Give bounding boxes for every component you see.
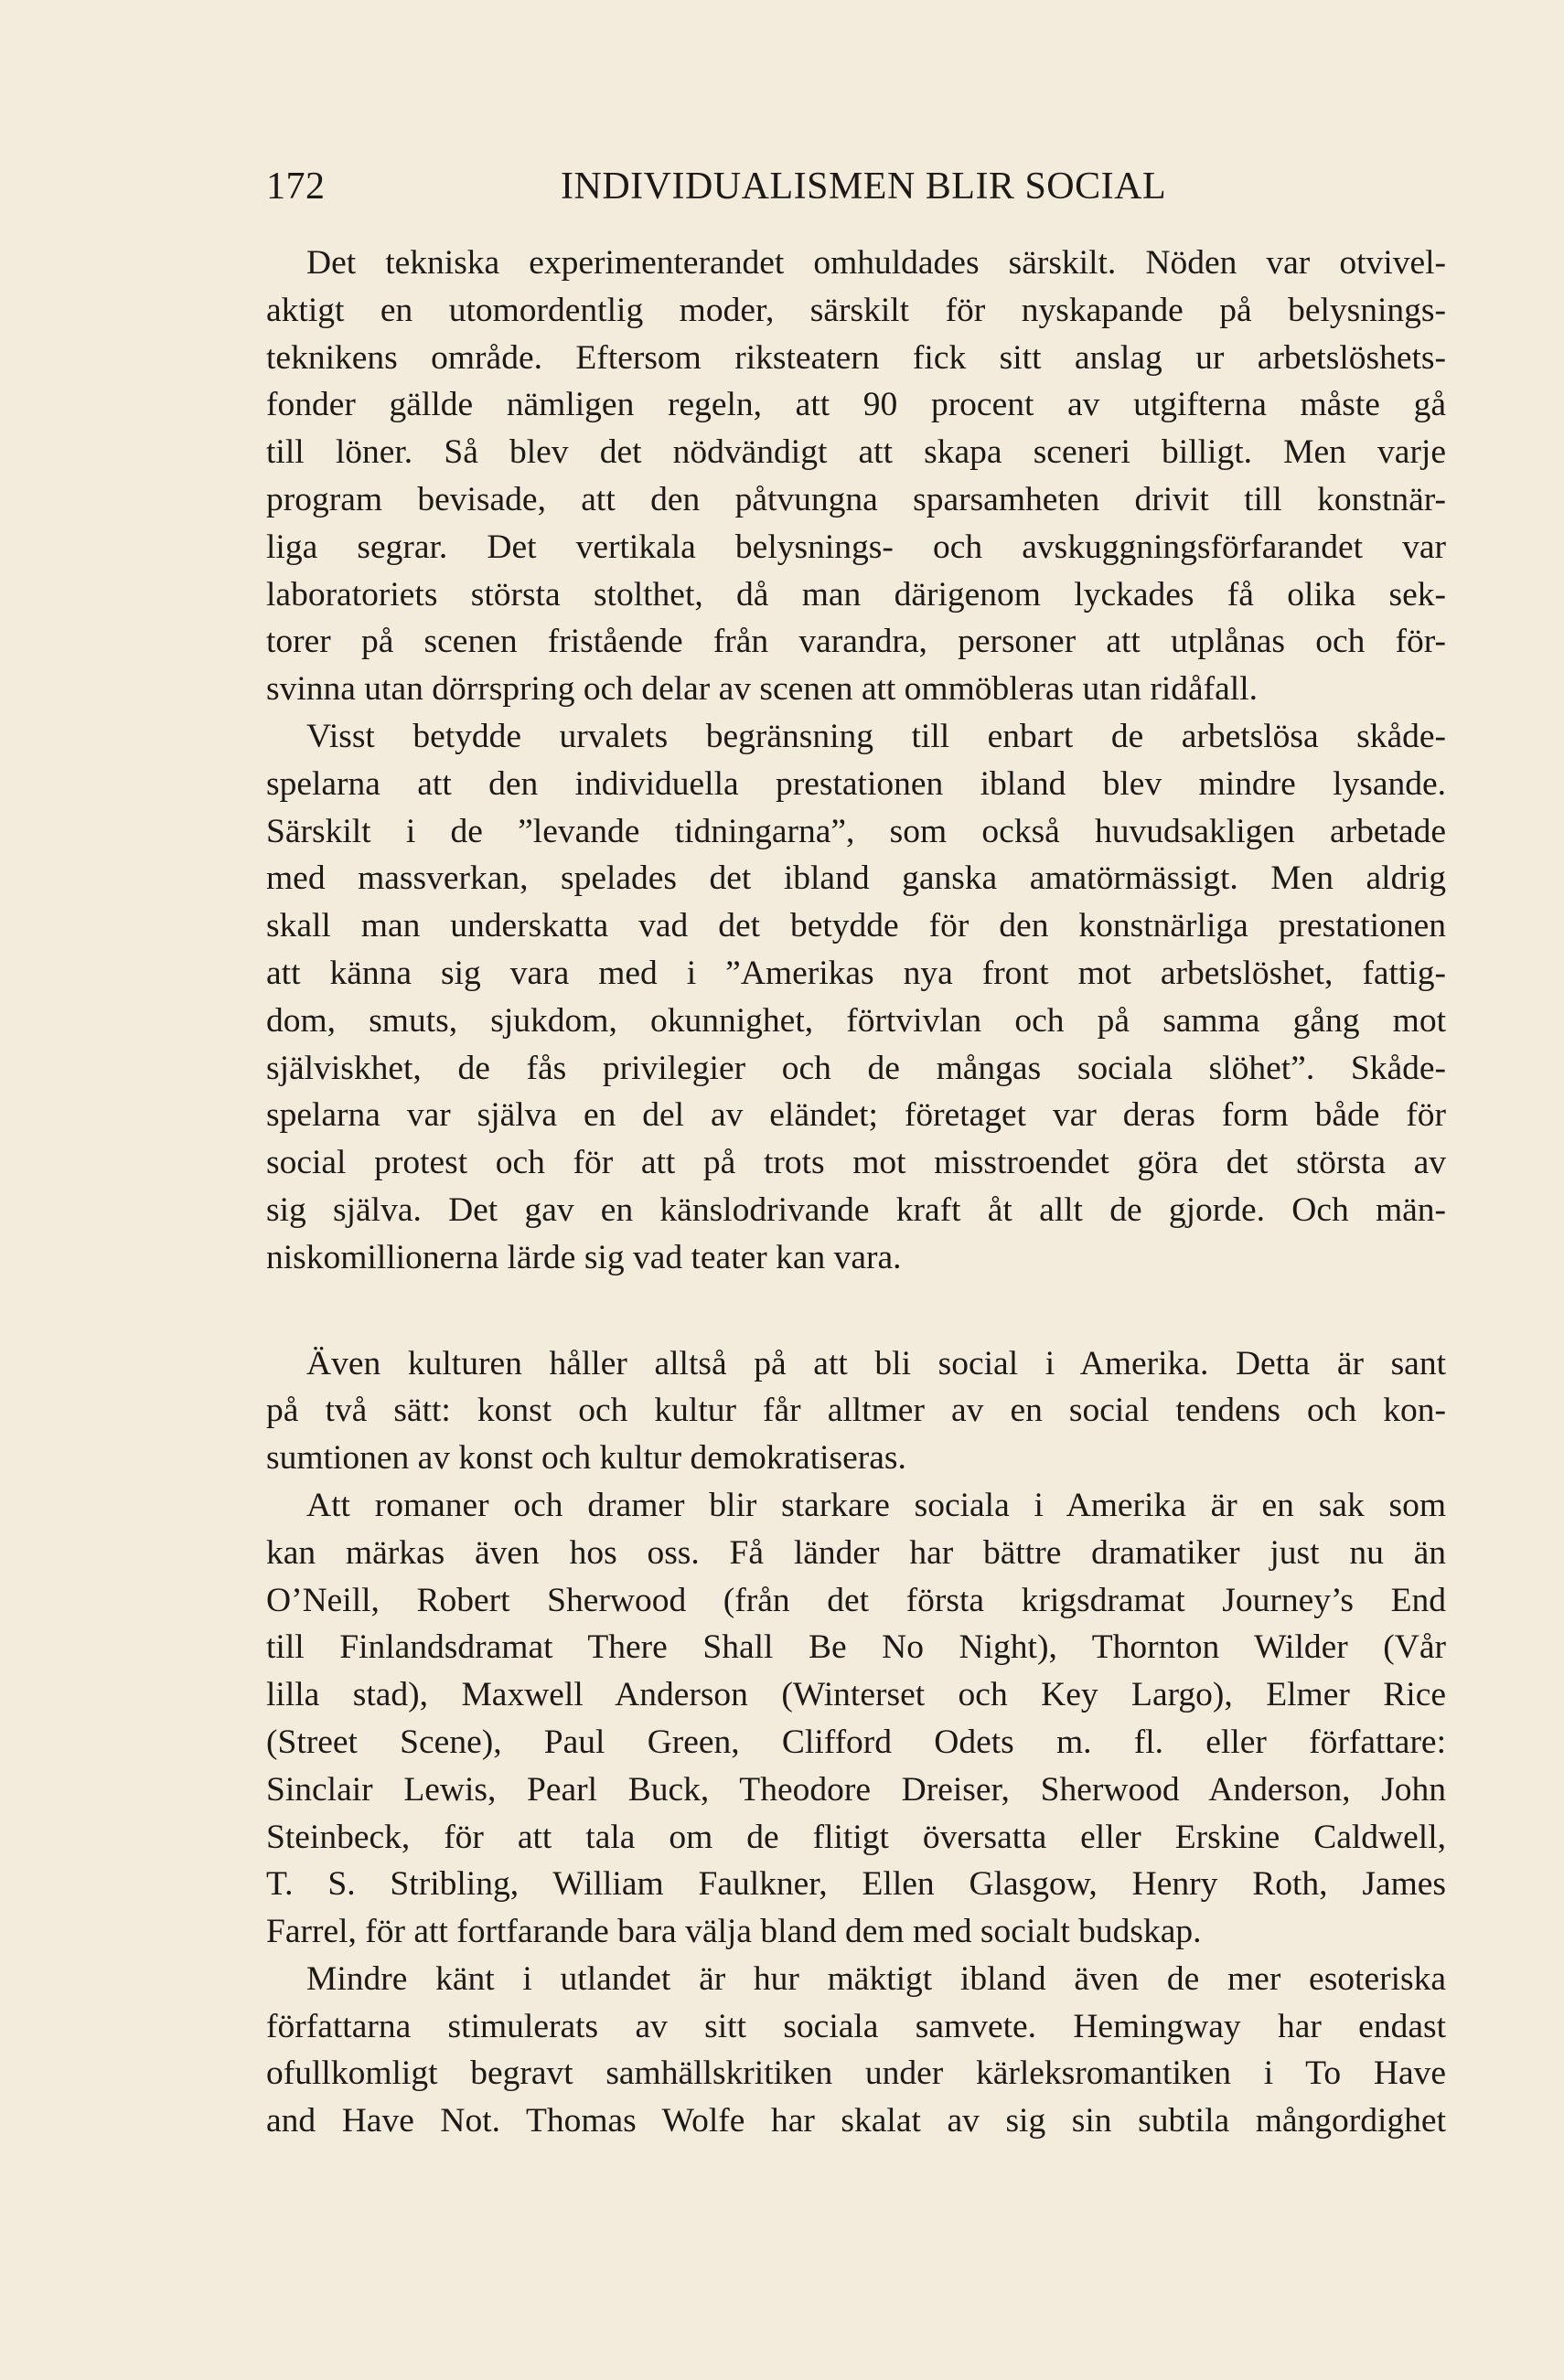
text-line: författarna stimulerats av sitt sociala samvete. Hemingway har endast [266,2007,1446,2045]
text-line: Farrel, för att fortfarande bara välja bland dem med socialt budskap. [266,1913,1202,1951]
text-line: att känna sig vara med i ”Amerikas nya front mot arbetslöshet, fattig- [266,954,1446,992]
text-line: torer på scenen fristående från varandra, personer att utplånas och för- [266,623,1446,661]
text-line: niskomillionerna lärde sig vad teater kan vara. [266,1238,902,1276]
text-line: program bevisade, att den påtvungna sparsamheten drivit till konstnär- [266,480,1446,518]
running-title: INDIVIDUALISMEN BLIR SOCIAL [561,165,1167,208]
text-line: Även kulturen håller alltså på att bli social i Amerika. Detta är sant [306,1344,1446,1382]
text-line: liga segrar. Det vertikala belysnings- och avskuggningsförfarandet var [266,528,1446,566]
text-line: till Finlandsdramat There Shall Be No Night), Thornton Wilder (Vår [266,1628,1446,1667]
text-line: själviskhet, de fås privilegier och de mångas sociala slöhet”. Skåde- [266,1049,1446,1087]
text-line: T. S. Stribling, William Faulkner, Ellen Glasgow, Henry Roth, James [266,1865,1446,1904]
page-header [266,165,1446,219]
section-gap [266,1282,1446,1340]
text-line: Att romaner och dramer blir starkare sociala i Amerika är en sak som [306,1486,1446,1524]
text-line: ofullkomligt begravt samhällskritiken under kärleksromantiken i To Have [266,2054,1446,2093]
text-line: spelarna var själva en del av eländet; företaget var deras form både för [266,1096,1446,1135]
text-line: skall man underskatta vad det betydde för den konstnärliga prestationen [266,907,1446,945]
text-line: Mindre känt i utlandet är hur mäktigt ibland även de mer esoteriska [306,1959,1446,1998]
text-line: O’Neill, Robert Sherwood (från det första krigsdramat Journey’s End [266,1581,1446,1619]
text-line: aktigt en utomordentlig moder, särskilt för nyskapande på belysnings- [266,291,1446,329]
text-line: till löner. Så blev det nödvändigt att skapa sceneri billigt. Men varje [266,433,1446,472]
text-line: lilla stad), Maxwell Anderson (Winterset och Key Largo), Elmer Rice [266,1676,1446,1714]
text-line: laboratoriets största stolthet, då man därigenom lyckades få olika sek- [266,575,1446,614]
text-line: Särskilt i de ”levande tidningarna”, som också huvudsakligen arbetade [266,812,1446,850]
text-line: sig själva. Det gav en känslodrivande kraft åt allt de gjorde. Och män- [266,1190,1446,1229]
text-line: svinna utan dörrspring och delar av scenen att ommöbleras utan ridåfall. [266,670,1259,709]
text-line: Sinclair Lewis, Pearl Buck, Theodore Dreiser, Sherwood Anderson, John [266,1770,1446,1809]
page-number: 172 [266,165,326,208]
text-line: Visst betydde urvalets begränsning till enbart de arbetslösa skåde- [306,717,1446,755]
body-text [266,240,1446,2145]
text-line: Det tekniska experimenterandet omhuldades särskilt. Nöden var otvivel- [306,244,1446,282]
text-line: sumtionen av konst och kultur demokratiseras. [266,1439,906,1478]
text-line: kan märkas även hos oss. Få länder har bättre dramatiker just nu än [266,1533,1446,1572]
text-line: fonder gällde nämligen regeln, att 90 procent av utgifterna måste gå [266,386,1446,424]
text-line: (Street Scene), Paul Green, Clifford Odets m. fl. eller författare: [266,1723,1446,1761]
text-line: spelarna att den individuella prestationen ibland blev mindre lysande. [266,764,1446,803]
text-line: Steinbeck, för att tala om de flitigt översatta eller Erskine Caldwell, [266,1818,1446,1856]
text-line: teknikens område. Eftersom riksteatern fick sitt anslag ur arbetslöshets- [266,338,1446,377]
text-line: social protest och för att på trots mot misstroendet göra det största av [266,1144,1446,1182]
text-line: dom, smuts, sjukdom, okunnighet, förtvivlan och på samma gång mot [266,1001,1446,1040]
text-line: på två sätt: konst och kultur får alltmer av en social tendens och kon- [266,1392,1446,1430]
text-line: med massverkan, spelades det ibland ganska amatörmässigt. Men aldrig [266,859,1446,898]
text-line: and Have Not. Thomas Wolfe har skalat av sig sin subtila mångordighet [266,2102,1446,2140]
